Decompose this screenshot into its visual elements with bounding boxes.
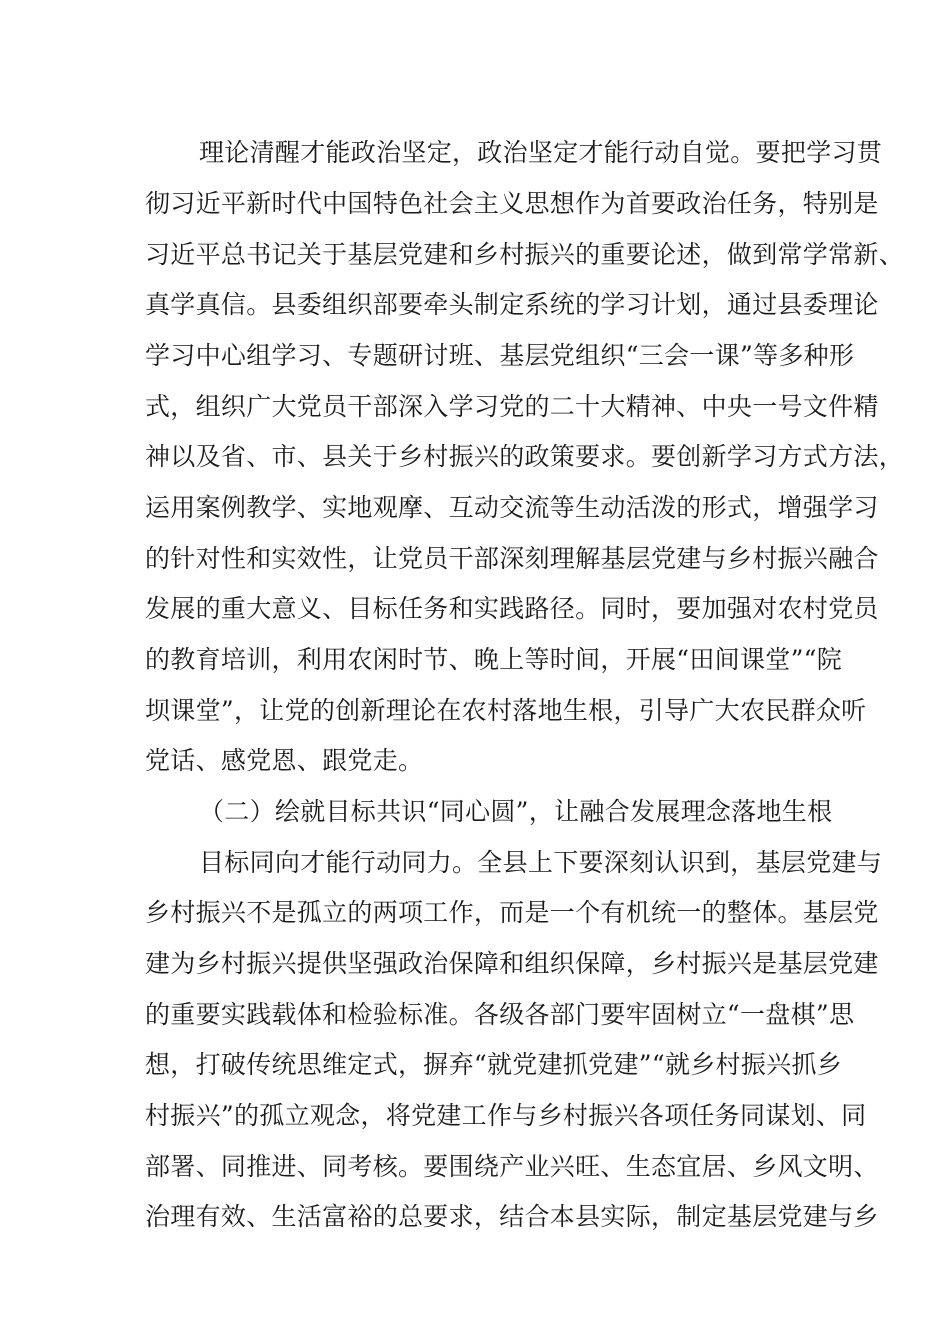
paragraph-2-line-2: 乡村振兴不是孤立的两项工作，而是一个有机统一的整体。基层党	[145, 898, 879, 927]
paragraph-2-line-7: 部署、同推进、同考核。要围绕产业兴旺、生态宜居、乡风文明、	[145, 1152, 879, 1181]
paragraph-2-line-5: 想，打破传统思维定式，摒弃“就党建抓党建”“就乡村振兴抓乡	[145, 1050, 843, 1079]
paragraph-2-line-1: 目标同向才能行动同力。全县上下要深刻认识到，基层党建与	[199, 848, 883, 877]
paragraph-2-line-3: 建为乡村振兴提供坚强政治保障和组织保障，乡村振兴是基层党建	[145, 949, 879, 978]
paragraph-1-line-5: 学习中心组学习、专题研讨班、基层党组织“三会一课”等多种形	[145, 341, 855, 370]
paragraph-2-line-4: 的重要实践载体和检验标准。各级各部门要牢固树立“一盘棋”思	[145, 1000, 855, 1029]
paragraph-1-line-6: 式，组织广大党员干部深入学习党的二十大精神、中央一号文件精	[145, 392, 879, 421]
paragraph-1-line-9: 的针对性和实效性，让党员干部深刻理解基层党建与乡村振兴融合	[145, 544, 879, 573]
paragraph-1-line-4: 真学真信。县委组织部要牵头制定系统的学习计划，通过县委理论	[145, 290, 879, 319]
paragraph-1-line-3: 习近平总书记关于基层党建和乡村振兴的重要论述，做到常学常新、	[145, 240, 905, 269]
paragraph-1-line-8: 运用案例教学、实地观摩、互动交流等生动活泼的形式，增强学习	[145, 493, 879, 522]
paragraph-1-line-11: 的教育培训，利用农闲时节、晚上等时间，开展“田间课堂”“院	[145, 645, 843, 674]
paragraph-1-line-2: 彻习近平新时代中国特色社会主义思想作为首要政治任务，特别是	[145, 189, 879, 218]
paragraph-1-line-1: 理论清醒才能政治坚定，政治坚定才能行动自觉。要把学习贯	[199, 138, 883, 167]
paragraph-1-line-7: 神以及省、市、县关于乡村振兴的政策要求。要创新学习方式方法，	[145, 442, 905, 471]
paragraph-1-line-13: 党话、感党恩、跟党走。	[145, 746, 424, 775]
paragraph-1-line-10: 发展的重大意义、目标任务和实践路径。同时，要加强对农村党员	[145, 594, 879, 623]
section-heading: （二）绘就目标共识“同心圆”，让融合发展理念落地生根	[199, 797, 833, 826]
paragraph-1-line-12: 坝课堂”，让党的创新理论在农村落地生根，引导广大农民群众听	[145, 696, 867, 725]
paragraph-2-line-6: 村振兴”的孤立观念，将党建工作与乡村振兴各项任务同谋划、同	[145, 1101, 867, 1130]
paragraph-2-line-8: 治理有效、生活富裕的总要求，结合本县实际，制定基层党建与乡	[145, 1202, 879, 1231]
